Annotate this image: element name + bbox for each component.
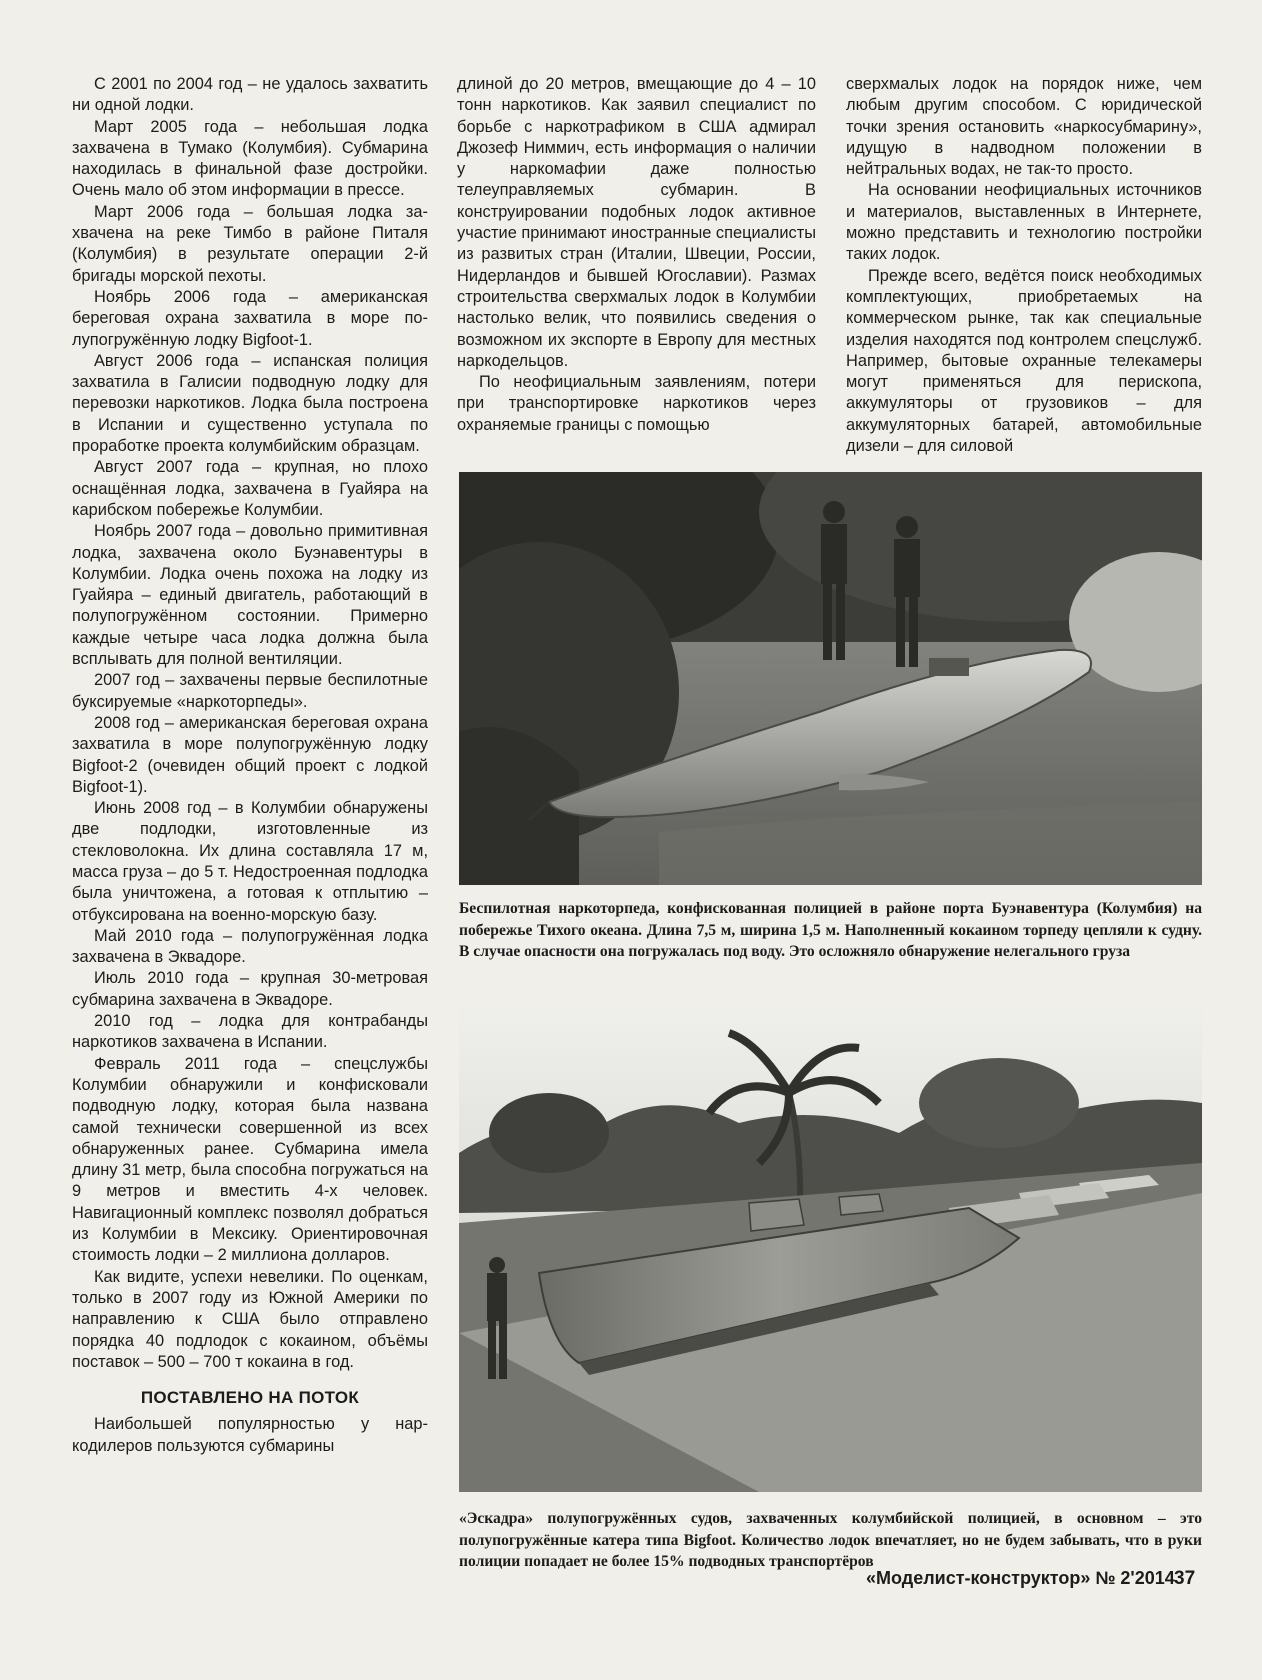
text-column-2: [457, 74, 816, 436]
paragraph: Прежде всего, ведётся поиск необходимых комплектующих, приобретаемых на коммерческом рынке, так как специальные изделия находятся под контролем спецслужб. Например, бытовые охранные телекамеры могут применяться для перископа, аккумуляторы от грузовиков – для аккумуляторных батарей, автомобильные дизели – для силовой: [846, 266, 1202, 456]
text-column-1: [72, 74, 428, 1457]
paragraph: Июль 2010 года – крупная 30-метровая субмарина захвачена в Эквадоре.: [72, 969, 428, 1009]
paragraph: Февраль 2011 года – спецслужбы Колумбии обнаружили и конфисковали подводную лодку, которая была названа самой технически совершенной из всех обнаруженных ранее. Субмарина имела длину 31 метр, была способна погружаться на 9 метров и вместить 4-х человек. Навигационный комплекс позволял добраться из Колумбии в Мексику. Ориентировочная стоимость лодки – 2 миллиона долларов.: [72, 1054, 428, 1265]
photo-caption-2: «Эскадра» полупогружённых судов, захваченных колумбийской полицией, в основном – это полупогружённые катера типа Bigfoot. Количество лодок впечатляет, но не будем забывать, что в руки полиции попадает не более 15% подводных транспортёров: [459, 1510, 1202, 1570]
paragraph: длиной до 20 метров, вмещающие до 4 – 10 тонн наркотиков. Как заявил специалист по борьбе с наркотрафиком в США адмирал Джозеф Ниммич, есть информация о наличии у наркомафии даже полностью телеуправляемых субмарин. В конструировании подобных лодок активное участие принимают иностранные специалисты из развитых стран (Италии, Швеции, России, Нидерландов и бывшей Югославии). Размах строительства сверхмалых лодок в Колумбии настолько велик, что появились сведения о возможном их экспорте в Европу для местных наркодельцов.: [457, 75, 816, 370]
narco-torpedo-photo: [459, 472, 1202, 885]
paragraph: сверхмалых лодок на порядок ниже, чем любым другим способом. С юридической точки зрения остановить «наркосубмарину», идущую в надводном положении в нейтральных водах, не так-то просто.: [846, 75, 1202, 179]
paragraph: Август 2007 года – крупная, но плохо оснащённая лодка, захвачена в Гуайяра на карибском побережье Колумбии.: [72, 458, 428, 519]
paragraph: Май 2010 года – полупогружённая лодка захвачена в Эквадоре.: [72, 926, 428, 967]
photo-caption-1: Беспилотная наркоторпеда, конфискованная полицией в районе порта Буэнавентура (Колумбия) на побережье Тихого океана. Длина 7,5 м, ширина 1,5 м. Наполненный кокаином торпеду цепляли к судну. В случае опасности она погружалась под воду. Это осложняло обнаружение нелегального груза: [459, 900, 1202, 960]
magazine-issue: «Моделист-конструктор» № 2'2014: [866, 1568, 1175, 1588]
paragraph: По неофициальным заявлениям, потери при транспортировке наркотиков через охраняемые границы с помощью: [457, 373, 816, 434]
section-heading: ПОСТАВЛЕНО НА ПОТОК: [140, 1388, 360, 1408]
paragraph: Март 2005 года – небольшая лодка захвачена в Тумако (Колумбия). Субмарина находилась в финальной фазе достройки. Очень мало об этом информации в прессе.: [72, 117, 428, 200]
seized-boats-photo: [459, 1003, 1202, 1492]
text-column-3: [846, 74, 1202, 457]
paragraph: 2007 год – захвачены первые беспилотные буксируемые «наркоторпеды».: [72, 671, 428, 711]
paragraph: Ноябрь 2007 года – довольно примитивная лодка, захвачена около Буэнавентуры в Колумбии. Лодка очень похожа на лодку из Гуайяра – единый двигатель, работающий в полупогружённом состоянии. Примерно каждые четыре часа лодка должна была всплывать для полной вентиляции.: [72, 522, 428, 669]
paragraph: Июнь 2008 год – в Колумбии обнаружены две подлодки, изготовленные из стекловолокна. Их длина составляла 17 м, масса груза – до 5 т. Недостроенная подлодка была уничтожена, а готовая к отплытию – отбуксирована на военно-морскую базу.: [72, 799, 428, 924]
paragraph: На основании неофициальных источников и материалов, выставленных в Интернете, можно представить и технологию постройки таких лодок.: [846, 181, 1202, 264]
paragraph: Март 2006 года – большая лодка захвачена на реке Тимбо в районе Питаля (Колумбия) в результате операции 2-й бригады морской пехоты.: [72, 202, 428, 285]
paragraph: Ноябрь 2006 года – американская береговая охрана захватила в море полупогружённую лодку Bigfoot-1.: [72, 287, 428, 349]
paragraph: 2010 год – лодка для контрабанды наркотиков захвачена в Испании.: [72, 1012, 428, 1052]
page-number: 37: [1174, 1568, 1196, 1589]
paragraph: Август 2006 года – испанская полиция захватила в Галисии подводную лодку для перевозки наркотиков. Лодка была построена в Испании и существенно уступала по проработке проекта колумбийским образцам.: [72, 351, 428, 456]
paragraph: Наибольшей популярностью у наркодилеров пользуются субмарины: [72, 1415, 428, 1455]
paragraph: Как видите, успехи невелики. По оценкам, только в 2007 году из Южной Америки по направлению к США было отправлено порядка 40 подлодок с кокаином, объёмы поставок – 500 – 700 т кокаина в год.: [72, 1267, 428, 1371]
paragraph: 2008 год – американская береговая охрана захватила в море полупогружённую лодку Bigfoot-2 (очевиден общий проект с лодкой Bigfoot-1).: [72, 713, 428, 796]
paragraph: С 2001 по 2004 год – не удалось захватить ни одной лодки.: [72, 75, 428, 115]
